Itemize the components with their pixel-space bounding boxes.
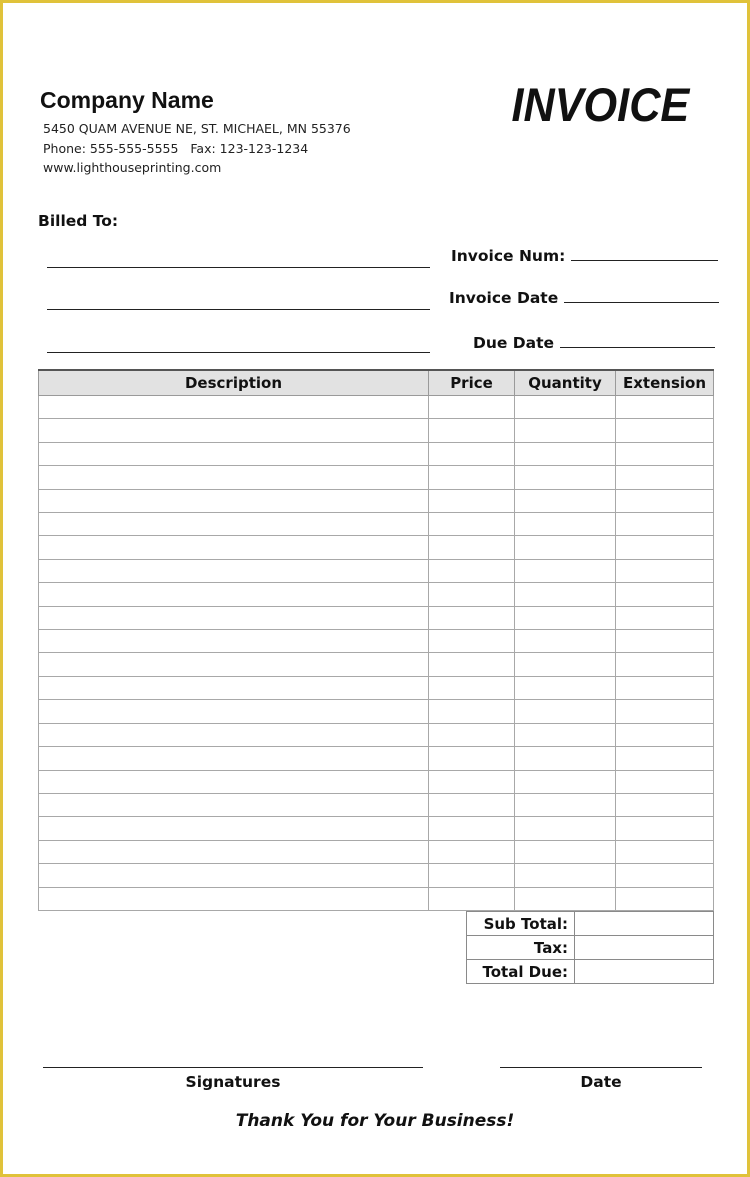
quantity-cell[interactable] [515, 887, 616, 910]
quantity-cell[interactable] [515, 840, 616, 863]
quantity-cell[interactable] [515, 723, 616, 746]
extension-cell[interactable] [616, 630, 714, 653]
quantity-cell[interactable] [515, 396, 616, 419]
table-row [39, 840, 714, 863]
column-header-price: Price [429, 370, 515, 396]
quantity-cell[interactable] [515, 864, 616, 887]
description-cell[interactable] [39, 700, 429, 723]
extension-cell[interactable] [616, 723, 714, 746]
extension-cell[interactable] [616, 817, 714, 840]
quantity-cell[interactable] [515, 583, 616, 606]
table-row [39, 513, 714, 536]
description-cell[interactable] [39, 653, 429, 676]
description-cell[interactable] [39, 489, 429, 512]
quantity-cell[interactable] [515, 419, 616, 442]
total-due-row [467, 960, 714, 984]
table-row [39, 419, 714, 442]
quantity-cell[interactable] [515, 559, 616, 582]
description-cell[interactable] [39, 676, 429, 699]
price-cell[interactable] [429, 419, 515, 442]
description-cell[interactable] [39, 864, 429, 887]
description-cell[interactable] [39, 419, 429, 442]
billed-to-label: Billed To: [38, 212, 119, 230]
price-cell[interactable] [429, 793, 515, 816]
extension-cell[interactable] [616, 653, 714, 676]
extension-cell[interactable] [616, 747, 714, 770]
due-date-label: Due Date [473, 334, 555, 352]
table-header-row [39, 370, 714, 396]
due-date-field[interactable] [473, 334, 715, 352]
company-address: 5450 QUAM AVENUE NE, ST. MICHAEL, MN 55376 [43, 121, 351, 136]
description-cell[interactable] [39, 396, 429, 419]
table-row [39, 887, 714, 910]
extension-cell[interactable] [616, 676, 714, 699]
subtotal-value-cell[interactable] [575, 912, 714, 936]
quantity-cell[interactable] [515, 630, 616, 653]
quantity-cell[interactable] [515, 466, 616, 489]
price-cell[interactable] [429, 536, 515, 559]
invoice-date-field[interactable] [449, 289, 719, 307]
table-row [39, 864, 714, 887]
total-due-label: Total Due: [467, 960, 575, 984]
price-cell[interactable] [429, 606, 515, 629]
quantity-cell[interactable] [515, 442, 616, 465]
price-cell[interactable] [429, 817, 515, 840]
extension-cell[interactable] [616, 466, 714, 489]
price-cell[interactable] [429, 583, 515, 606]
quantity-cell[interactable] [515, 606, 616, 629]
quantity-cell[interactable] [515, 536, 616, 559]
quantity-cell[interactable] [515, 676, 616, 699]
price-cell[interactable] [429, 396, 515, 419]
extension-cell[interactable] [616, 489, 714, 512]
price-cell[interactable] [429, 770, 515, 793]
extension-cell[interactable] [616, 606, 714, 629]
billed-to-line-2[interactable] [47, 309, 430, 310]
description-cell[interactable] [39, 606, 429, 629]
table-row [39, 653, 714, 676]
quantity-cell[interactable] [515, 700, 616, 723]
price-cell[interactable] [429, 442, 515, 465]
company-phone-fax: Phone: 555-555-5555 Fax: 123-123-1234 [43, 141, 309, 156]
quantity-cell[interactable] [515, 513, 616, 536]
invoice-num-label: Invoice Num: [451, 247, 566, 265]
tax-row [467, 936, 714, 960]
extension-cell[interactable] [616, 583, 714, 606]
quantity-cell[interactable] [515, 793, 616, 816]
table-row [39, 700, 714, 723]
total-due-value-cell[interactable] [575, 960, 714, 984]
extension-cell[interactable] [616, 396, 714, 419]
totals-table [466, 911, 714, 984]
quantity-cell[interactable] [515, 653, 616, 676]
extension-cell[interactable] [616, 700, 714, 723]
quantity-cell[interactable] [515, 770, 616, 793]
price-cell[interactable] [429, 653, 515, 676]
quantity-cell[interactable] [515, 747, 616, 770]
extension-cell[interactable] [616, 887, 714, 910]
description-cell[interactable] [39, 559, 429, 582]
extension-cell[interactable] [616, 793, 714, 816]
invoice-num-field[interactable] [451, 247, 718, 265]
price-cell[interactable] [429, 559, 515, 582]
billed-to-line-3[interactable] [47, 352, 430, 353]
table-row [39, 630, 714, 653]
extension-cell[interactable] [616, 513, 714, 536]
invoice-date-line[interactable] [564, 302, 719, 303]
due-date-line[interactable] [560, 347, 715, 348]
table-row [39, 817, 714, 840]
table-row [39, 466, 714, 489]
price-cell[interactable] [429, 630, 515, 653]
description-cell[interactable] [39, 840, 429, 863]
thank-you-message: Thank You for Your Business! [235, 1111, 515, 1131]
table-row [39, 770, 714, 793]
extension-cell[interactable] [616, 419, 714, 442]
price-cell[interactable] [429, 700, 515, 723]
description-cell[interactable] [39, 583, 429, 606]
company-name: Company Name [40, 87, 214, 113]
price-cell[interactable] [429, 723, 515, 746]
table-row [39, 793, 714, 816]
line-items-body [39, 396, 714, 911]
description-cell[interactable] [39, 536, 429, 559]
subtotal-label: Sub Total: [467, 912, 575, 936]
table-row [39, 606, 714, 629]
description-cell[interactable] [39, 466, 429, 489]
column-header-extension: Extension [616, 370, 714, 396]
billed-to-line-1[interactable] [47, 267, 430, 268]
invoice-title: INVOICE [511, 78, 689, 131]
line-items-table [38, 369, 714, 911]
table-row [39, 396, 714, 419]
date-line[interactable] [500, 1067, 702, 1068]
price-cell[interactable] [429, 513, 515, 536]
invoice-num-line[interactable] [571, 260, 718, 261]
table-row [39, 723, 714, 746]
description-cell[interactable] [39, 793, 429, 816]
extension-cell[interactable] [616, 840, 714, 863]
signatures-label: Signatures [185, 1073, 281, 1091]
price-cell[interactable] [429, 489, 515, 512]
extension-cell[interactable] [616, 536, 714, 559]
column-header-description: Description [39, 370, 429, 396]
extension-cell[interactable] [616, 770, 714, 793]
price-cell[interactable] [429, 466, 515, 489]
invoice-date-label: Invoice Date [449, 289, 559, 307]
extension-cell[interactable] [616, 559, 714, 582]
price-cell[interactable] [429, 747, 515, 770]
price-cell[interactable] [429, 887, 515, 910]
tax-label: Tax: [467, 936, 575, 960]
subtotal-row [467, 912, 714, 936]
table-row [39, 583, 714, 606]
table-row [39, 559, 714, 582]
description-cell[interactable] [39, 817, 429, 840]
table-row [39, 676, 714, 699]
table-row [39, 489, 714, 512]
description-cell[interactable] [39, 887, 429, 910]
date-label: Date [580, 1073, 622, 1091]
description-cell[interactable] [39, 630, 429, 653]
tax-value-cell[interactable] [575, 936, 714, 960]
description-cell[interactable] [39, 723, 429, 746]
price-cell[interactable] [429, 676, 515, 699]
description-cell[interactable] [39, 770, 429, 793]
quantity-cell[interactable] [515, 817, 616, 840]
description-cell[interactable] [39, 747, 429, 770]
signature-line[interactable] [43, 1067, 423, 1068]
price-cell[interactable] [429, 864, 515, 887]
description-cell[interactable] [39, 442, 429, 465]
company-website: www.lighthouseprinting.com [43, 160, 222, 175]
column-header-quantity: Quantity [515, 370, 616, 396]
table-row [39, 747, 714, 770]
extension-cell[interactable] [616, 442, 714, 465]
table-row [39, 536, 714, 559]
quantity-cell[interactable] [515, 489, 616, 512]
table-row [39, 442, 714, 465]
price-cell[interactable] [429, 840, 515, 863]
extension-cell[interactable] [616, 864, 714, 887]
description-cell[interactable] [39, 513, 429, 536]
